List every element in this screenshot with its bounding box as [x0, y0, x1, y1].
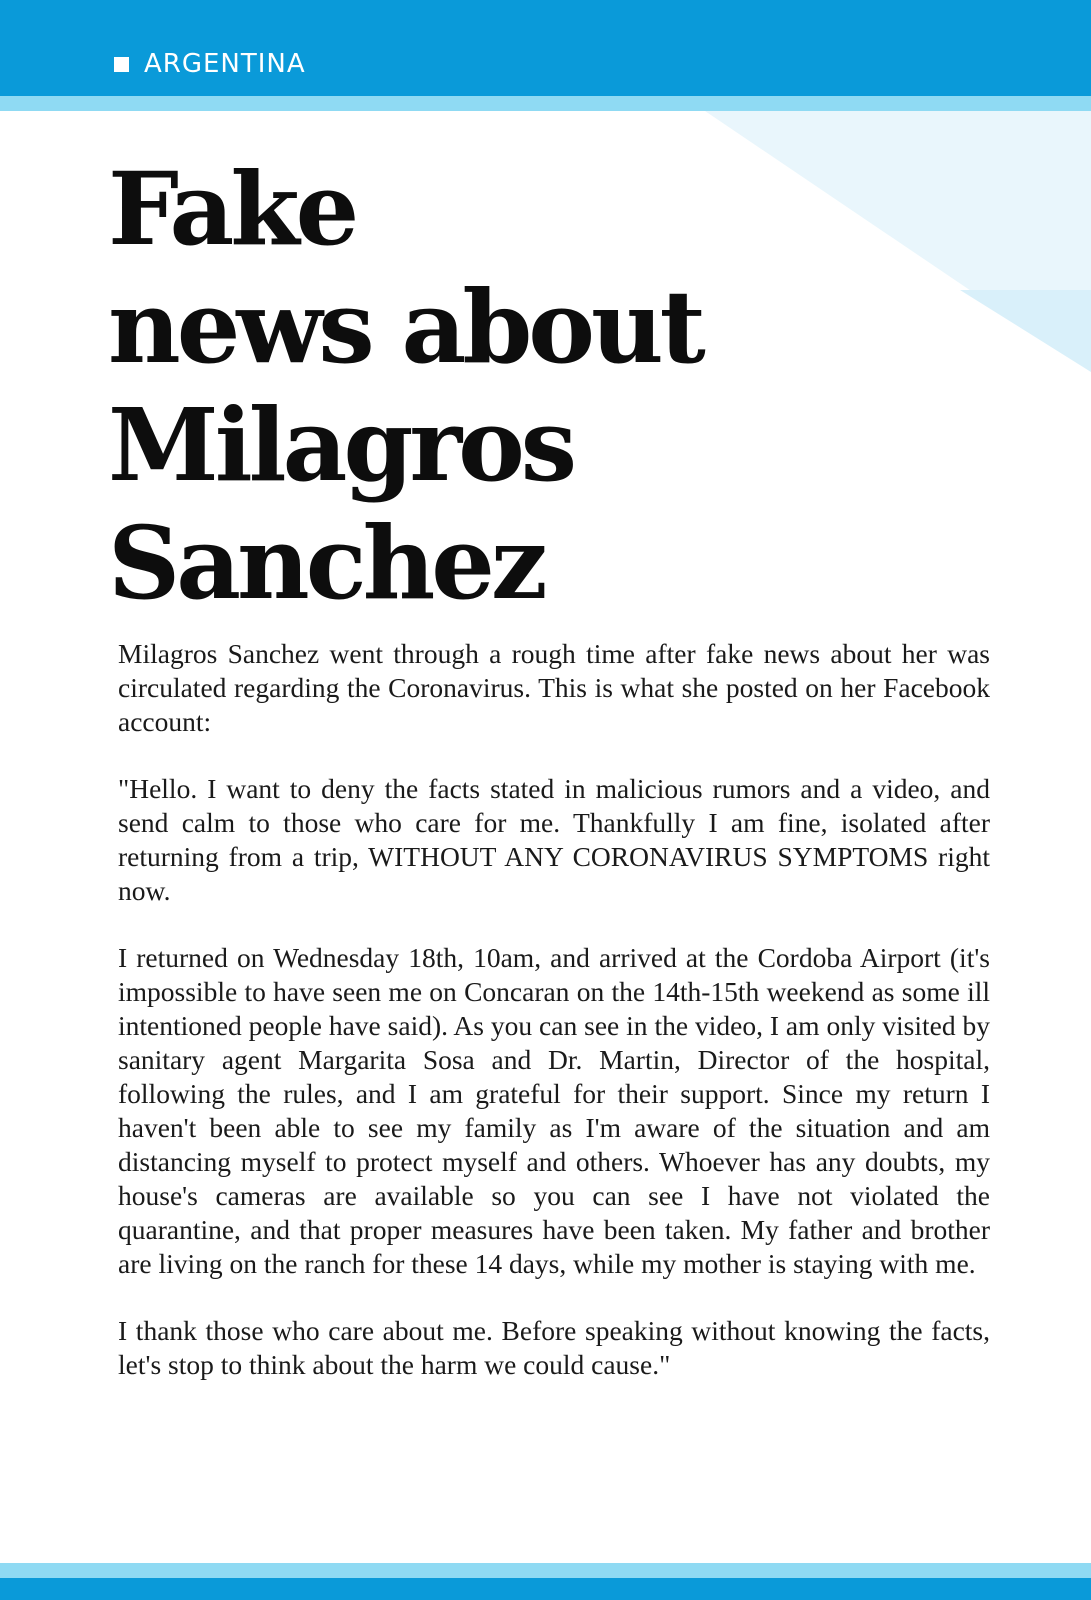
footer-bar	[0, 1578, 1091, 1600]
article-body	[118, 637, 990, 1415]
quote-paragraph: I returned on Wednesday 18th, 10am, and arrived at the Cordoba Airport (it's impossible to have seen me on Concaran on the 14th-15th weekend as some ill intentioned people have said). As you can see in the video, I am only visited by sanitary agent Margarita Sosa and Dr. Martin, Director of the hospital, following the rules, and I am grateful for their support. Since my return I haven't been able to see my family as I'm aware of the situation and am distancing myself to protect myself and others. Whoever has any doubts, my house's cameras are available so you can see I have not violated the quarantine, and that proper measures have been taken. My father and brother are living on the ranch for these 14 days, while my mother is staying with me.	[118, 942, 990, 1279]
header-stripe	[0, 96, 1091, 111]
section-label-text: ARGENTINA	[144, 49, 306, 79]
footer-stripe	[0, 1563, 1091, 1578]
quote-paragraph: "Hello. I want to deny the facts stated in malicious rumors and a video, and send calm to those who care for me. Thankfully I am fine, isolated after returning from a trip, WITHOUT ANY CORONAVIRUS SYMPTOMS right now.	[118, 773, 990, 906]
headline-line: Sanchez	[108, 504, 544, 622]
section-label	[114, 44, 306, 84]
headline-line: Milagros	[108, 386, 574, 504]
headline-line: Fake	[108, 150, 356, 268]
headline-line: news about	[108, 268, 702, 386]
quote-paragraph: I thank those who care about me. Before speaking without knowing the facts, let's stop to think about the harm we could cause."	[118, 1315, 990, 1380]
headline	[108, 150, 702, 622]
intro-paragraph: Milagros Sanchez went through a rough time after fake news about her was circulated regarding the Coronavirus. This is what she posted on her Facebook account:	[118, 638, 990, 737]
square-bullet-icon	[114, 57, 129, 72]
